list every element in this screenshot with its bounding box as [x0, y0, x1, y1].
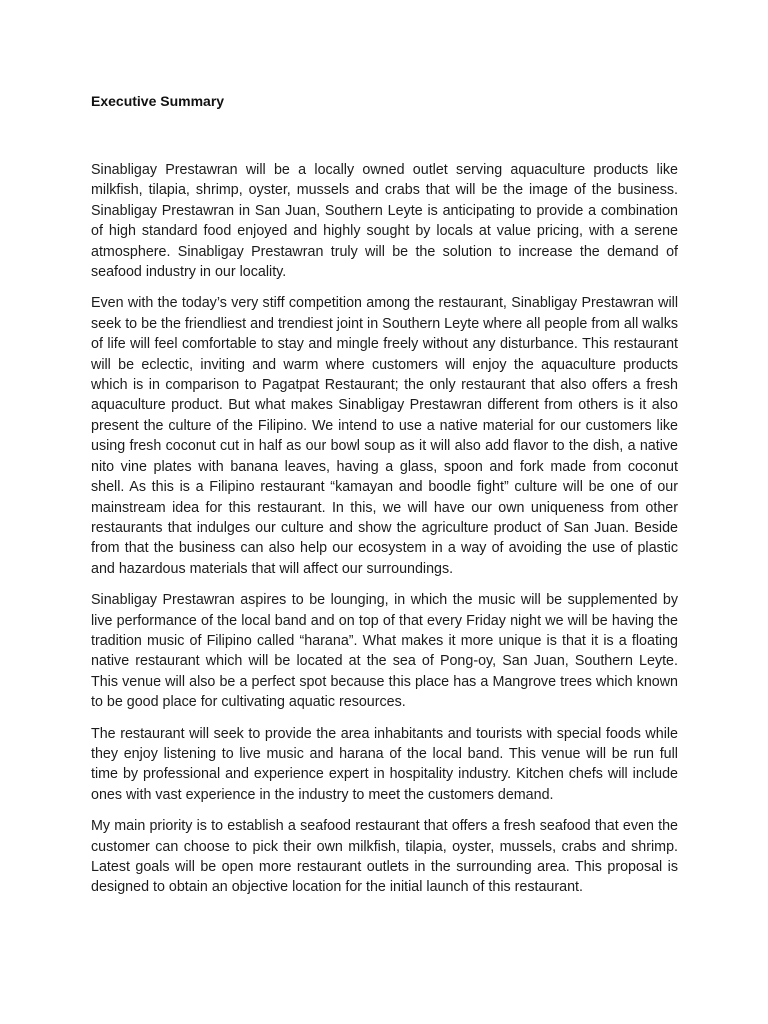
- paragraph-services: The restaurant will seek to provide the area inhabitants and tourists with special foods while they enjoy listening to live music and harana of the local band. This venue will be run full time by professional and experience expert in hospitality industry. Kitchen chefs will include ones with vast experience in the industry to meet the customers demand.: [91, 725, 678, 803]
- paragraph-priority: My main priority is to establish a seafood restaurant that offers a fresh seafood that even the customer can choose to pick their own milkfish, tilapia, oyster, mussels, crabs and shrimp. Latest goals will be open more restaurant outlets in the surrounding area. This proposal is designed to obtain an objective location for the initial launch of this restaurant.: [91, 818, 678, 896]
- paragraph-ambience: Sinabligay Prestawran aspires to be lounging, in which the music will be supplemented by live performance of the local band and on top of that every Friday night we will be having the tradition music of Filipino called “harana”. What makes it more unique is that it is a floating native restaurant which will be located at the sea of Pong-oy, San Juan, Southern Leyte. This venue will also be a perfect spot because this place has a Mangrove trees which known to be good place for cultivating aquatic resources.: [91, 592, 678, 711]
- section-heading: Executive Summary: [91, 93, 225, 109]
- document-body: [91, 160, 678, 909]
- paragraph-competition: Even with the today’s very stiff competition among the restaurant, Sinabligay Prestawran will seek to be the friendliest and trendiest joint in Southern Leyte where all people from all walks of life will feel comfortable to stay and mingle freely without any disturbance. This restaurant will be eclectic, inviting and warm where customers will enjoy the aquaculture products which is in comparison to Pagatpat Restaurant; the only restaurant that also offers a fresh aquaculture product. But what makes Sinabligay Prestawran different from others is it also present the culture of the Filipino. We intend to use a native material for our customers like using fresh coconut cut in half as our bowl soup as it will also add flavor to the dish, a native nito vine plates with banana leaves, having a glass, spoon and fork made from coconut shell. As this is a Filipino restaurant “kamayan and boodle fight” culture will be one of our mainstream idea for this restaurant. In this, we will have our own uniqueness from other restaurants that indulges our culture and show the agriculture product of San Juan. Beside from that the business can also help our ecosystem in a way of avoiding the use of plastic and hazardous materials that will affect our surroundings.: [91, 295, 678, 577]
- paragraph-intro: Sinabligay Prestawran will be a locally owned outlet serving aquaculture products like milkfish, tilapia, shrimp, oyster, mussels and crabs that will be the image of the business. Sinabligay Prestawran in San Juan, Southern Leyte is anticipating to provide a combination of high standard food enjoyed and highly sought by locals at value pricing, with a serene atmosphere. Sinabligay Prestawran truly will be the solution to increase the demand of seafood industry in our locality.: [91, 162, 678, 281]
